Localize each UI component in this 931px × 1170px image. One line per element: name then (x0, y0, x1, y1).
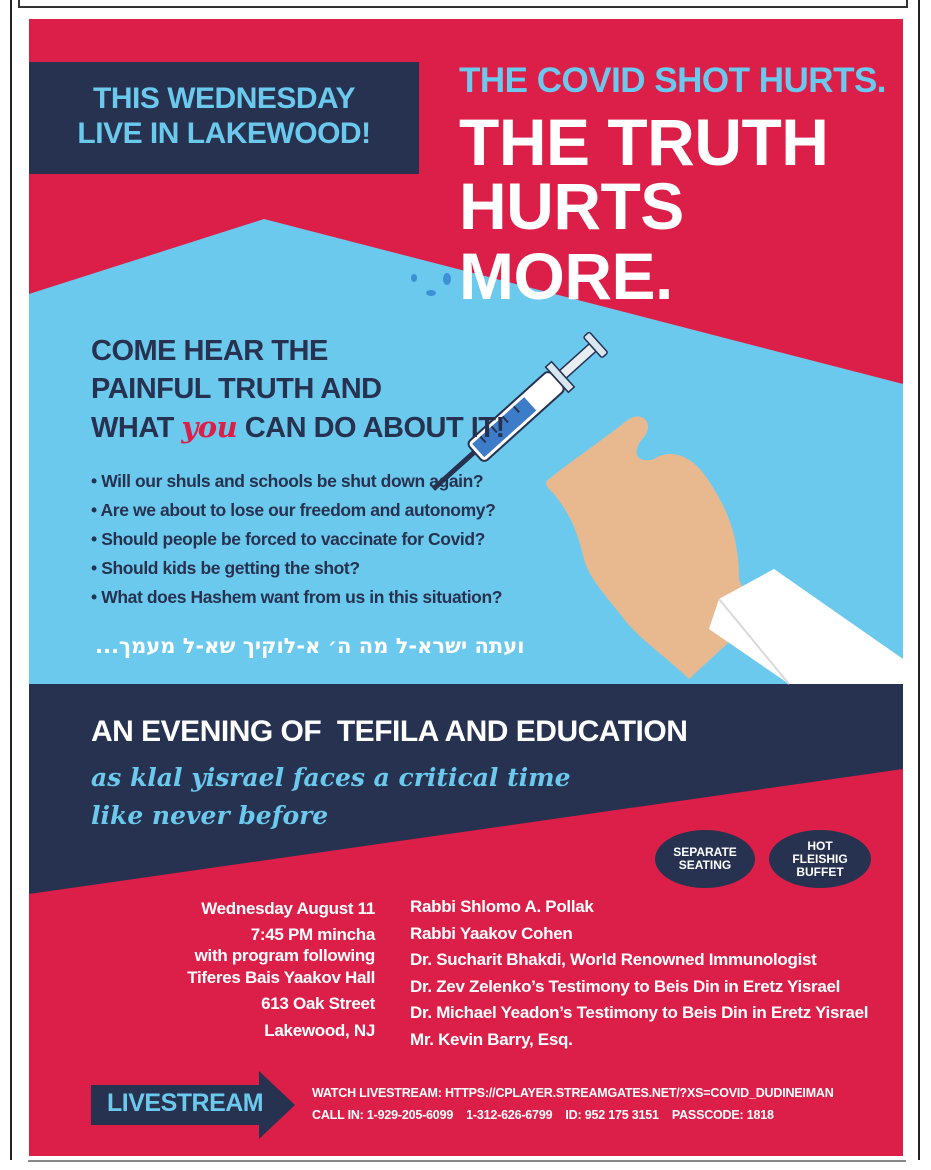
badge-line2: LIVE IN LAKEWOOD! (77, 117, 371, 150)
intro-you: you (181, 410, 238, 444)
intro-heading (91, 332, 505, 447)
intro-line2: PAINFUL TRUTH AND (91, 373, 382, 405)
event-street: 613 Oak Street (261, 994, 375, 1013)
speaker: Dr. Michael Yeadon’s Testimony to Beis Din in Eretz Yisrael (410, 1003, 869, 1022)
droplet (426, 290, 436, 296)
event-venue: Tiferes Bais Yaakov Hall (187, 967, 375, 987)
page-frame-bottom (28, 1160, 906, 1170)
list-item: • Should kids be getting the shot? (91, 554, 502, 583)
call-in-info: CALL IN: 1-929-205-6099 1-312-626-6799 ID: 952 175 3151 PASSCODE: 1818 (312, 1108, 774, 1122)
intro-line3 (91, 408, 505, 447)
evening-script-line2: like never before (91, 801, 329, 830)
list-item: • Should people be forced to vaccinate for Covid? (91, 525, 502, 554)
droplet (443, 273, 451, 285)
headline-big-line1: THE TRUTH (459, 105, 829, 179)
intro-what: WHAT (91, 412, 182, 444)
livestream-url[interactable]: WATCH LIVESTREAM: HTTPS://CPLAYER.STREAMGATES.NET/?XS=COVID_DUDINEIMAN (312, 1086, 834, 1100)
wednesday-badge (29, 81, 419, 151)
event-city: Lakewood, NJ (264, 1020, 375, 1040)
page-frame-right (918, 0, 920, 1160)
headline-big-line2: HURTS MORE. (459, 169, 684, 313)
hot-buffet-badge: HOT FLEISHIG BUFFET (769, 830, 871, 888)
livestream-label: LIVESTREAM (107, 1089, 264, 1117)
page-frame-top (18, 0, 908, 8)
evening-title: AN EVENING OF TEFILA AND EDUCATION (91, 715, 688, 748)
badge-line1: THIS WEDNESDAY (93, 82, 355, 115)
headline-small: THE COVID SHOT HURTS. (459, 61, 887, 100)
event-time: 7:45 PM mincha (250, 924, 375, 944)
speaker: Dr. Zev Zelenko’s Testimony to Beis Din in Eretz Yisrael (410, 976, 841, 996)
droplet (411, 274, 417, 282)
intro-rest: CAN DO ABOUT IT! (237, 412, 505, 444)
list-item: • Are we about to lose our freedom and autonomy? (91, 496, 502, 525)
separate-seating-badge: SEPARATE SEATING (655, 830, 755, 888)
speaker: Dr. Sucharit Bhakdi, World Renowned Immunologist (410, 950, 817, 969)
list-item: • Will our shuls and schools be shut down again? (91, 467, 502, 496)
page-frame-left (10, 0, 12, 1160)
speaker: Mr. Kevin Barry, Esq. (410, 1029, 573, 1049)
speaker: Rabbi Shlomo A. Pollak (410, 897, 594, 916)
speaker: Rabbi Yaakov Cohen (410, 923, 573, 943)
event-details (139, 896, 375, 1044)
speaker-list (410, 894, 900, 1053)
event-date: Wednesday August 11 (201, 899, 375, 918)
evening-script-line1: as klal yisrael faces a critical time (91, 763, 571, 792)
flyer (29, 19, 903, 1156)
hebrew-quote: ועתה ישרא-ל מה ה׳ א-לוקיך שא-ל מעמך... (95, 634, 525, 658)
list-item: • What does Hashem want from us in this situation? (91, 583, 502, 612)
event-program: with program following (194, 945, 375, 965)
intro-line1: COME HEAR THE (91, 335, 328, 367)
question-list (91, 467, 502, 612)
